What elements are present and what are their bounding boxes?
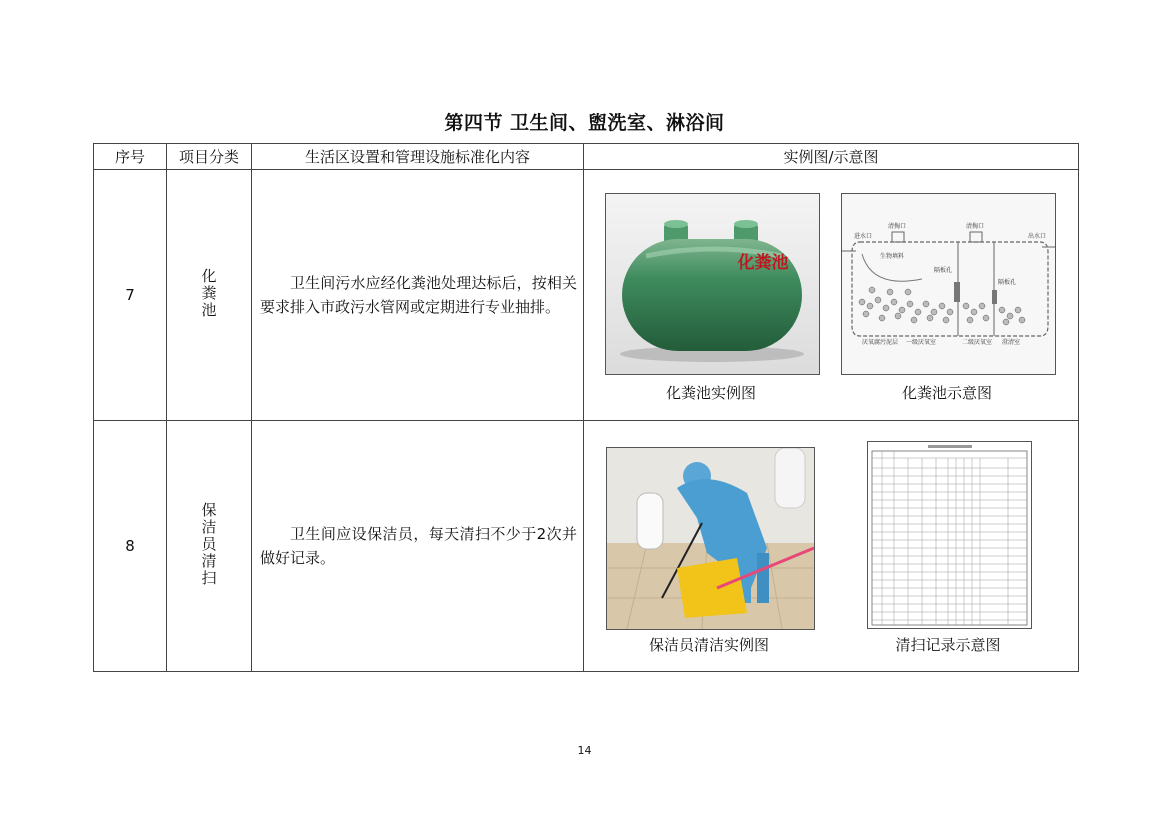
table-header-row	[94, 144, 1079, 170]
diagram-label-chamber1: 一级厌氧室	[906, 339, 937, 346]
content-text: 卫生间应设保洁员，每天清扫不少于2次并做好记录。	[260, 525, 577, 567]
header-category: 项目分类	[167, 144, 252, 170]
record-form-caption: 清扫记录示意图	[895, 636, 1001, 654]
septic-tank-diagram	[841, 193, 1056, 375]
cleaning-record-form	[867, 441, 1032, 629]
diagram-label-chamber3: 澄清室	[1002, 339, 1021, 346]
row-content	[252, 170, 584, 421]
diagram-label-bio: 生物填料	[880, 253, 905, 260]
diagram-label-manhole2: 清掏口	[966, 223, 985, 230]
table-row	[94, 421, 1079, 672]
septic-diagram-caption: 化粪池示意图	[901, 384, 992, 402]
category-label: 化粪池	[199, 267, 218, 319]
standards-table	[93, 143, 1079, 672]
header-images: 实例图/示意图	[584, 144, 1079, 170]
row-images	[584, 421, 1079, 672]
cleaner-photo-caption: 保洁员清洁实例图	[648, 636, 769, 654]
row-serial: 7	[94, 170, 167, 421]
tank-label: 化粪池	[737, 253, 789, 273]
row-images	[584, 170, 1079, 421]
table-row	[94, 170, 1079, 421]
content-text: 卫生间污水应经化粪池处理达标后，按相关要求排入市政污水管网或定期进行专业抽排。	[260, 274, 577, 316]
diagram-label-inlet: 进水口	[854, 233, 873, 240]
section-title: 第四节 卫生间、盥洗室、淋浴间	[444, 112, 725, 134]
cleaner-photo	[606, 447, 815, 630]
diagram-label-baffle1: 隔板孔	[934, 267, 953, 274]
diagram-label-outlet: 出水口	[1028, 233, 1047, 240]
diagram-label-chamber0: 厌氧腐污泥层	[862, 339, 899, 346]
row-category	[167, 421, 252, 672]
header-serial: 序号	[94, 144, 167, 170]
row-serial: 8	[94, 421, 167, 672]
header-content: 生活区设置和管理设施标准化内容	[252, 144, 584, 170]
diagram-label-manhole1: 清掏口	[888, 223, 907, 230]
septic-photo-caption: 化粪池实例图	[665, 384, 756, 402]
category-label: 保洁员清扫	[199, 501, 218, 587]
diagram-label-chamber2: 二级厌氧室	[962, 339, 993, 346]
page-number: 14	[577, 744, 592, 757]
septic-tank-photo	[605, 193, 820, 375]
row-content	[252, 421, 584, 672]
diagram-label-baffle2: 隔板孔	[998, 279, 1017, 286]
row-category	[167, 170, 252, 421]
